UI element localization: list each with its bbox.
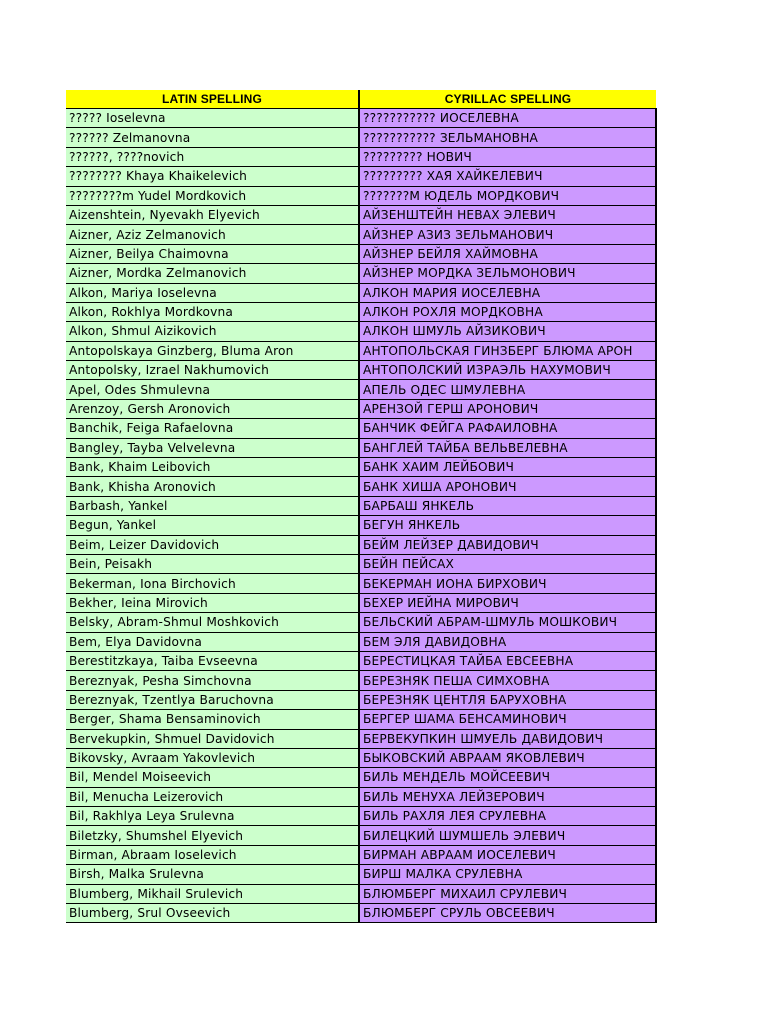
latin-spelling-header[interactable]: LATIN SPELLING <box>66 90 359 109</box>
cyrillic-spelling-cell[interactable]: АНТОПОЛСКИЙ ИЗРАЭЛЬ НАХУМОВИЧ <box>359 361 656 380</box>
table-row <box>66 651 656 670</box>
latin-spelling-cell[interactable]: Blumberg, Mikhail Srulevich <box>66 884 359 903</box>
cyrillic-spelling-cell[interactable]: АЛКОН МАРИЯ ИОСЕЛЕВНА <box>359 283 656 302</box>
cyrillic-spelling-cell[interactable]: БЕХЕР ИЕЙНА МИРОВИЧ <box>359 593 656 612</box>
table-row <box>66 710 656 729</box>
cyrillic-spelling-cell[interactable]: БИРШ МАЛКА СРУЛЕВНА <box>359 865 656 884</box>
table-row <box>66 128 656 147</box>
cyrillic-spelling-header[interactable]: CYRILLAC SPELLING <box>359 90 656 109</box>
name-spelling-table <box>66 90 657 923</box>
table-row <box>66 186 656 205</box>
table-row <box>66 496 656 515</box>
latin-spelling-cell[interactable]: ?????? Zelmanovna <box>66 128 359 147</box>
table-row <box>66 516 656 535</box>
latin-spelling-cell[interactable]: ???????? Khaya Khaikelevich <box>66 167 359 186</box>
cyrillic-spelling-cell[interactable]: БИЛЕЦКИЙ ШУМШЕЛЬ ЭЛЕВИЧ <box>359 826 656 845</box>
cyrillic-spelling-cell[interactable]: ???????М ЮДЕЛЬ МОРДКОВИЧ <box>359 186 656 205</box>
table-row <box>66 167 656 186</box>
cyrillic-spelling-cell[interactable]: БИЛЬ МЕНУХА ЛЕЙЗЕРОВИЧ <box>359 787 656 806</box>
table-row <box>66 302 656 321</box>
latin-spelling-cell[interactable]: Biletzky, Shumshel Elyevich <box>66 826 359 845</box>
cyrillic-spelling-cell[interactable]: БЕЛЬСКИЙ АБРАМ-ШМУЛЬ МОШКОВИЧ <box>359 613 656 632</box>
cyrillic-spelling-cell[interactable]: БЛЮМБЕРГ МИХАИЛ СРУЛЕВИЧ <box>359 884 656 903</box>
table-row <box>66 535 656 554</box>
latin-spelling-cell[interactable]: Bank, Khaim Leibovich <box>66 458 359 477</box>
cyrillic-spelling-cell[interactable]: ????????? ХАЯ ХАЙКЕЛЕВИЧ <box>359 167 656 186</box>
table-row <box>66 438 656 457</box>
table-row <box>66 845 656 864</box>
latin-spelling-cell[interactable]: Bekerman, Iona Birchovich <box>66 574 359 593</box>
latin-spelling-cell[interactable]: Aizner, Aziz Zelmanovich <box>66 225 359 244</box>
cyrillic-spelling-cell[interactable]: БЕРВЕКУПКИН ШМУЕЛЬ ДАВИДОВИЧ <box>359 729 656 748</box>
latin-spelling-cell[interactable]: ????? Ioselevna <box>66 109 359 128</box>
table-row <box>66 458 656 477</box>
table-row <box>66 671 656 690</box>
latin-spelling-cell[interactable]: Bervekupkin, Shmuel Davidovich <box>66 729 359 748</box>
table-row <box>66 729 656 748</box>
latin-spelling-cell[interactable]: Bem, Elya Davidovna <box>66 632 359 651</box>
latin-spelling-cell[interactable]: Alkon, Shmul Aizikovich <box>66 322 359 341</box>
cyrillic-spelling-cell[interactable]: БАНГЛЕЙ ТАЙБА ВЕЛЬВЕЛЕВНА <box>359 438 656 457</box>
table-row <box>66 322 656 341</box>
latin-spelling-cell[interactable]: Barbash, Yankel <box>66 496 359 515</box>
latin-spelling-cell[interactable]: Berestitzkaya, Taiba Evseevna <box>66 651 359 670</box>
latin-spelling-cell[interactable]: Bereznyak, Pesha Simchovna <box>66 671 359 690</box>
table-row <box>66 225 656 244</box>
cyrillic-spelling-cell[interactable]: АЙЗНЕР МОРДКА ЗЕЛЬМОНОВИЧ <box>359 264 656 283</box>
cyrillic-spelling-cell[interactable]: БАНК ХАИМ ЛЕЙБОВИЧ <box>359 458 656 477</box>
cyrillic-spelling-cell[interactable]: ??????????? ИОСЕЛЕВНА <box>359 109 656 128</box>
table-row <box>66 380 656 399</box>
header-row <box>66 90 656 109</box>
cyrillic-spelling-cell[interactable]: БИЛЬ РАХЛЯ ЛЕЯ СРУЛЕВНА <box>359 807 656 826</box>
table-row <box>66 574 656 593</box>
latin-spelling-cell[interactable]: Belsky, Abram-Shmul Moshkovich <box>66 613 359 632</box>
latin-spelling-cell[interactable]: Banchik, Feiga Rafaelovna <box>66 419 359 438</box>
table-row <box>66 147 656 166</box>
latin-spelling-cell[interactable]: Alkon, Mariya Ioselevna <box>66 283 359 302</box>
table-row <box>66 341 656 360</box>
cyrillic-spelling-cell[interactable]: БИЛЬ МЕНДЕЛЬ МОЙСЕЕВИЧ <box>359 768 656 787</box>
latin-spelling-cell[interactable]: Aizenshtein, Nyevakh Elyevich <box>66 205 359 224</box>
latin-spelling-cell[interactable]: Bil, Mendel Moiseevich <box>66 768 359 787</box>
latin-spelling-cell[interactable]: Bekher, Ieina Mirovich <box>66 593 359 612</box>
latin-spelling-cell[interactable]: Bikovsky, Avraam Yakovlevich <box>66 748 359 767</box>
table-row <box>66 826 656 845</box>
table-row <box>66 554 656 573</box>
latin-spelling-cell[interactable]: Birman, Abraam Ioselevich <box>66 845 359 864</box>
table-row <box>66 244 656 263</box>
table-row <box>66 264 656 283</box>
latin-spelling-cell[interactable]: Bereznyak, Tzentlya Baruchovna <box>66 690 359 709</box>
table-row <box>66 807 656 826</box>
table-row <box>66 283 656 302</box>
latin-spelling-cell[interactable]: Bein, Peisakh <box>66 554 359 573</box>
latin-spelling-cell[interactable]: Antopolskaya Ginzberg, Bluma Aron <box>66 341 359 360</box>
latin-spelling-cell[interactable]: ??????, ????novich <box>66 147 359 166</box>
table-row <box>66 613 656 632</box>
cyrillic-spelling-cell[interactable]: АЛКОН ШМУЛЬ АЙЗИКОВИЧ <box>359 322 656 341</box>
cyrillic-spelling-cell[interactable]: АЙЗНЕР АЗИЗ ЗЕЛЬМАНОВИЧ <box>359 225 656 244</box>
table-row <box>66 865 656 884</box>
cyrillic-spelling-cell[interactable]: БЕРЕЗНЯК ПЕША СИМХОВНА <box>359 671 656 690</box>
cyrillic-spelling-cell[interactable]: БЕМ ЭЛЯ ДАВИДОВНА <box>359 632 656 651</box>
cyrillic-spelling-cell[interactable]: БЕРГЕР ШАМА БЕНСАМИНОВИЧ <box>359 710 656 729</box>
table-row <box>66 399 656 418</box>
cyrillic-spelling-cell[interactable]: ????????? НОВИЧ <box>359 147 656 166</box>
cyrillic-spelling-cell[interactable]: БЕРЕЗНЯК ЦЕНТЛЯ БАРУХОВНА <box>359 690 656 709</box>
table-row <box>66 690 656 709</box>
cyrillic-spelling-cell[interactable]: БЕКЕРМАН ИОНА БИРХОВИЧ <box>359 574 656 593</box>
cyrillic-spelling-cell[interactable]: АНТОПОЛЬСКАЯ ГИНЗБЕРГ БЛЮМА АРОН <box>359 341 656 360</box>
cyrillic-spelling-cell[interactable]: БАРБАШ ЯНКЕЛЬ <box>359 496 656 515</box>
latin-spelling-cell[interactable]: Antopolsky, Izrael Nakhumovich <box>66 361 359 380</box>
latin-spelling-cell[interactable]: Birsh, Malka Srulevna <box>66 865 359 884</box>
cyrillic-spelling-cell[interactable]: БЕГУН ЯНКЕЛЬ <box>359 516 656 535</box>
table-row <box>66 477 656 496</box>
table-row <box>66 787 656 806</box>
table-row <box>66 419 656 438</box>
latin-spelling-cell[interactable]: Berger, Shama Bensaminovich <box>66 710 359 729</box>
table-row <box>66 884 656 903</box>
table-row <box>66 904 656 923</box>
cyrillic-spelling-cell[interactable]: БЕЙМ ЛЕЙЗЕР ДАВИДОВИЧ <box>359 535 656 554</box>
cyrillic-spelling-cell[interactable]: БАНЧИК ФЕЙГА РАФАИЛОВНА <box>359 419 656 438</box>
cyrillic-spelling-cell[interactable]: БИРМАН АВРААМ ИОСЕЛЕВИЧ <box>359 845 656 864</box>
latin-spelling-cell[interactable]: Arenzoy, Gersh Aronovich <box>66 399 359 418</box>
latin-spelling-cell[interactable]: Alkon, Rokhlya Mordkovna <box>66 302 359 321</box>
cyrillic-spelling-cell[interactable]: БЕЙН ПЕЙСАХ <box>359 554 656 573</box>
table-row <box>66 361 656 380</box>
cyrillic-spelling-cell[interactable]: БЕРЕСТИЦКАЯ ТАЙБА ЕВСЕЕВНА <box>359 651 656 670</box>
cyrillic-spelling-cell[interactable]: АПЕЛЬ ОДЕС ШМУЛЕВНА <box>359 380 656 399</box>
table-row <box>66 632 656 651</box>
cyrillic-spelling-cell[interactable]: БАНК ХИША АРОНОВИЧ <box>359 477 656 496</box>
cyrillic-spelling-cell[interactable]: АЙЗНЕР БЕЙЛЯ ХАЙМОВНА <box>359 244 656 263</box>
latin-spelling-cell[interactable]: Begun, Yankel <box>66 516 359 535</box>
cyrillic-spelling-cell[interactable]: АРЕНЗОЙ ГЕРШ АРОНОВИЧ <box>359 399 656 418</box>
latin-spelling-cell[interactable]: Blumberg, Srul Ovseevich <box>66 904 359 923</box>
latin-spelling-cell[interactable]: Bil, Rakhlya Leya Srulevna <box>66 807 359 826</box>
latin-spelling-cell[interactable]: Bangley, Tayba Velvelevna <box>66 438 359 457</box>
latin-spelling-cell[interactable]: ????????m Yudel Mordkovich <box>66 186 359 205</box>
latin-spelling-cell[interactable]: Beim, Leizer Davidovich <box>66 535 359 554</box>
latin-spelling-cell[interactable]: Aizner, Beilya Chaimovna <box>66 244 359 263</box>
cyrillic-spelling-cell[interactable]: БЫКОВСКИЙ АВРААМ ЯКОВЛЕВИЧ <box>359 748 656 767</box>
table-row <box>66 768 656 787</box>
table-row <box>66 748 656 767</box>
cyrillic-spelling-cell[interactable]: ??????????? ЗЕЛЬМАНОВНА <box>359 128 656 147</box>
table-row <box>66 593 656 612</box>
latin-spelling-cell[interactable]: Bank, Khisha Aronovich <box>66 477 359 496</box>
cyrillic-spelling-cell[interactable]: АЛКОН РОХЛЯ МОРДКОВНА <box>359 302 656 321</box>
table-row <box>66 205 656 224</box>
latin-spelling-cell[interactable]: Apel, Odes Shmulevna <box>66 380 359 399</box>
table-row <box>66 109 656 128</box>
cyrillic-spelling-cell[interactable]: АЙЗЕНШТЕЙН НЕВАХ ЭЛЕВИЧ <box>359 205 656 224</box>
latin-spelling-cell[interactable]: Bil, Menucha Leizerovich <box>66 787 359 806</box>
latin-spelling-cell[interactable]: Aizner, Mordka Zelmanovich <box>66 264 359 283</box>
cyrillic-spelling-cell[interactable]: БЛЮМБЕРГ СРУЛЬ ОВСЕЕВИЧ <box>359 904 656 923</box>
